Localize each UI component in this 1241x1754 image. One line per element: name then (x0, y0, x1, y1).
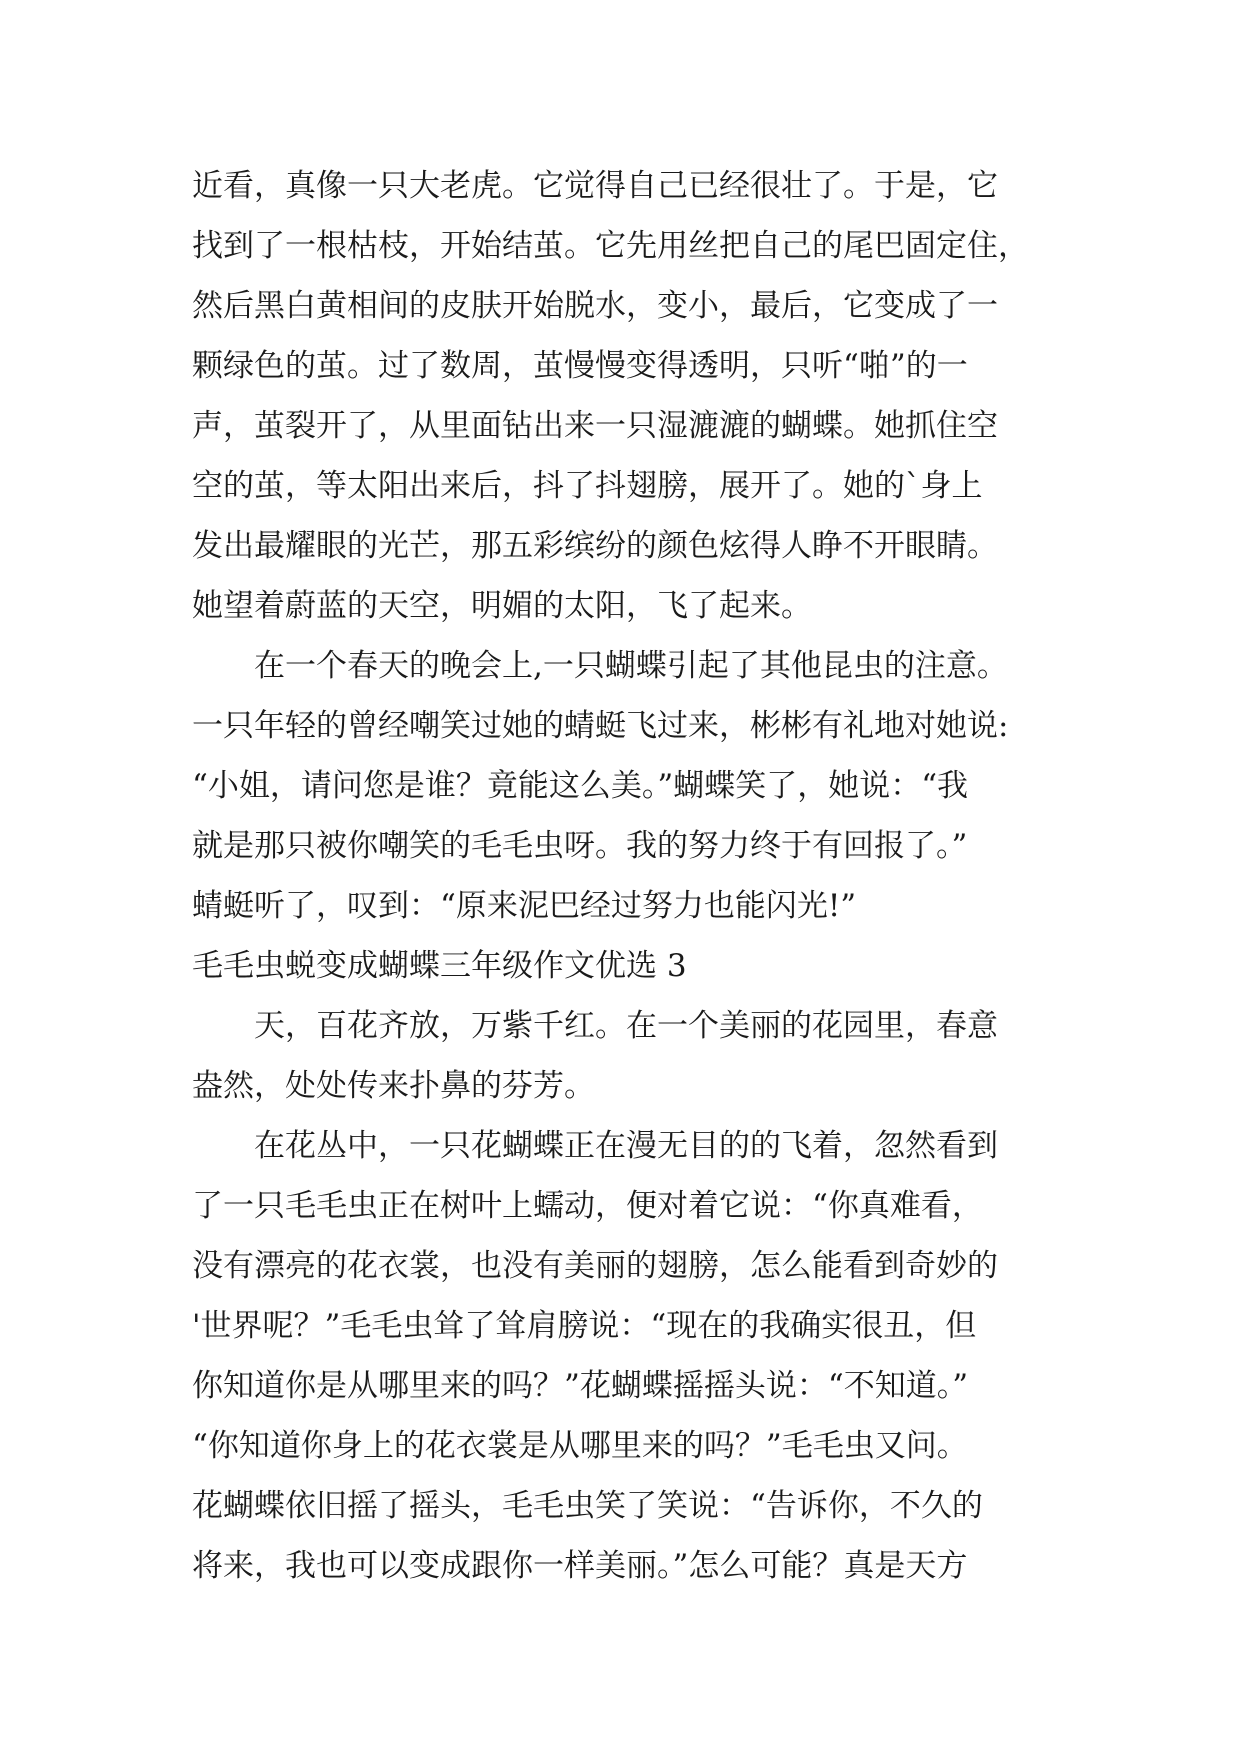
section-heading: 毛毛虫蜕变成蝴蝶三年级作文优选 3 (192, 948, 687, 984)
text-line: 将来，我也可以变成跟你一样美丽。”怎么可能？真是天方 (192, 1548, 968, 1584)
text-line: “小姐，请问您是谁？竟能这么美。”蝴蝶笑了，她说：“我 (192, 768, 969, 804)
text-line: 她望着蔚蓝的天空，明媚的太阳，飞了起来。 (192, 588, 812, 624)
text-line: 盎然，处处传来扑鼻的芬芳。 (192, 1068, 595, 1104)
text-line: 发出最耀眼的光芒，那五彩缤纷的颜色炫得人睁不开眼睛。 (192, 528, 998, 564)
text-line: 花蝴蝶依旧摇了摇头，毛毛虫笑了笑说：“告诉你，不久的 (192, 1488, 983, 1524)
text-line: 就是那只被你嘲笑的毛毛虫呀。我的努力终于有回报了。” (192, 828, 968, 864)
text-line: '世界呢？”毛毛虫耸了耸肩膀说：“现在的我确实很丑，但 (192, 1308, 977, 1344)
text-line: 然后黑白黄相间的皮肤开始脱水，变小，最后，它变成了一 (192, 288, 998, 324)
text-line: 颗绿色的茧。过了数周，茧慢慢变得透明，只听“啪”的一 (192, 348, 968, 384)
text-line: “你知道你身上的花衣裳是从哪里来的吗？”毛毛虫又问。 (192, 1428, 968, 1464)
text-line: 一只年轻的曾经嘲笑过她的蜻蜓飞过来，彬彬有礼地对她说: (192, 708, 1009, 744)
text-line: 了一只毛毛虫正在树叶上蠕动，便对着它说：“你真难看， (192, 1188, 983, 1224)
text-line: 在花丛中，一只花蝴蝶正在漫无目的的飞着，忽然看到 (192, 1128, 998, 1164)
text-line: 没有漂亮的花衣裳，也没有美丽的翅膀，怎么能看到奇妙的 (192, 1248, 998, 1284)
text-line: 找到了一根枯枝，开始结茧。它先用丝把自己的尾巴固定住， (192, 228, 1029, 264)
text-line: 声，茧裂开了，从里面钻出来一只湿漉漉的蝴蝶。她抓住空 (192, 408, 998, 444)
text-line: 空的茧，等太阳出来后，抖了抖翅膀，展开了。她的`身上 (192, 468, 983, 504)
text-line: 近看，真像一只大老虎。它觉得自己已经很壮了。于是，它 (192, 168, 998, 204)
text-line: 你知道你是从哪里来的吗？”花蝴蝶摇摇头说：“不知道。” (192, 1368, 969, 1404)
text-line: 蜻蜓听了，叹到：“原来泥巴经过努力也能闪光!” (192, 888, 857, 924)
text-line: 天，百花齐放，万紫千红。在一个美丽的花园里，春意 (192, 1008, 998, 1044)
text-line: 在一个春天的晚会上,一只蝴蝶引起了其他昆虫的注意。 (192, 648, 1008, 684)
